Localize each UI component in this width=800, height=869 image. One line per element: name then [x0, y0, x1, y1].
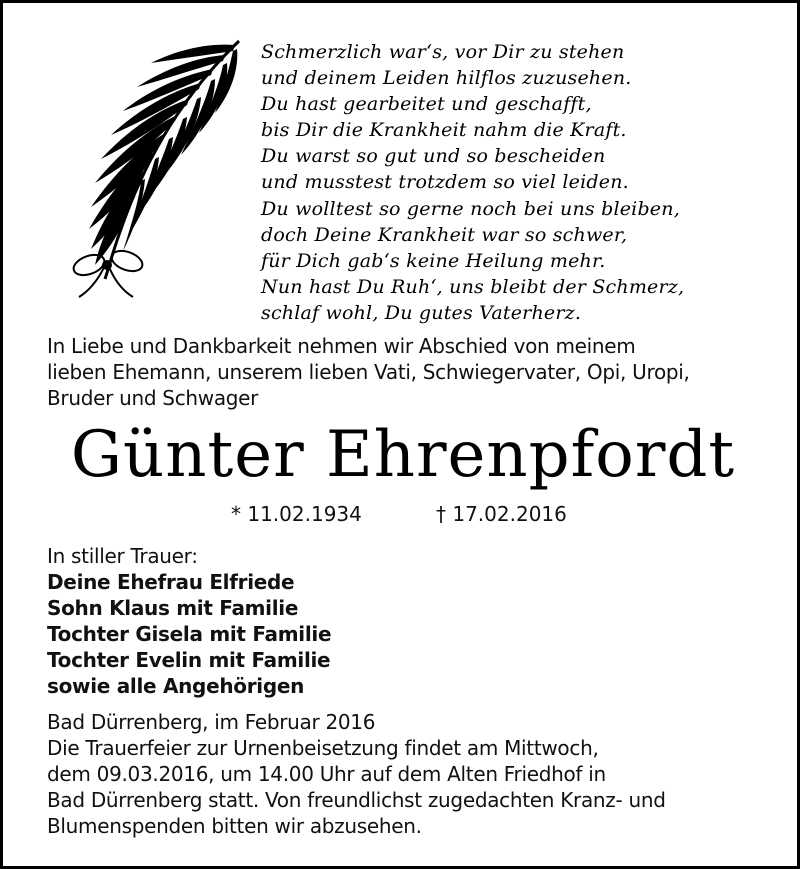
mourner: Deine Ehefrau Elfriede: [47, 570, 295, 594]
poem-line: schlaf wohl, Du gutes Vaterherz.: [261, 301, 582, 324]
mourner: Tochter Gisela mit Familie: [47, 622, 332, 646]
poem-line: Nun hast Du Ruh‘, uns bleibt der Schmerz,: [261, 275, 685, 298]
intro-line: lieben Ehemann, unserem lieben Vati, Schwiegervater, Opi, Uropi,: [47, 360, 690, 384]
closing-line: Bad Dürrenberg statt. Von freundlichst zugedachten Kranz- und: [47, 788, 666, 812]
poem-line: und deinem Leiden hilflos zuzusehen.: [261, 67, 632, 90]
closing-line: Bad Dürrenberg, im Februar 2016: [47, 710, 376, 734]
birth-date: * 11.02.1934: [231, 502, 362, 526]
closing-line: dem 09.03.2016, um 14.00 Uhr auf dem Alten Friedhof in: [47, 762, 606, 786]
deceased-name: Günter Ehrenpfordt: [70, 418, 736, 492]
mourner: sowie alle Angehörigen: [47, 674, 305, 698]
poem-line: Schmerzlich war‘s, vor Dir zu stehen: [261, 41, 625, 63]
intro-text: [47, 333, 690, 411]
mourner: Tochter Evelin mit Familie: [47, 648, 331, 672]
poem-line: Du hast gearbeitet und geschafft,: [261, 93, 592, 116]
mourner: Sohn Klaus mit Familie: [47, 596, 299, 620]
poem-line: doch Deine Krankheit war so schwer,: [261, 223, 628, 246]
death-date: † 17.02.2016: [436, 502, 567, 526]
mourners-heading: In stiller Trauer:: [47, 544, 198, 568]
poem-line: Du warst so gut und so bescheiden: [261, 145, 606, 168]
closing-text: [47, 709, 666, 839]
intro-line: In Liebe und Dankbarkeit nehmen wir Abschied von meinem: [47, 334, 636, 358]
mourners-block: [47, 543, 331, 699]
closing-line: Die Trauerfeier zur Urnenbeisetzung findet am Mittwoch,: [47, 736, 599, 760]
poem: [261, 39, 684, 326]
palm-frond-icon: [39, 29, 259, 299]
poem-line: für Dich gab‘s keine Heilung mehr.: [261, 249, 606, 272]
closing-line: Blumenspenden bitten wir abzusehen.: [47, 814, 422, 838]
poem-line: und musstest trotzdem so viel leiden.: [261, 171, 629, 194]
intro-line: Bruder und Schwager: [47, 386, 259, 410]
poem-line: bis Dir die Krankheit nahm die Kraft.: [261, 119, 627, 142]
poem-line: Du wolltest so gerne noch bei uns bleiben,: [261, 197, 680, 220]
